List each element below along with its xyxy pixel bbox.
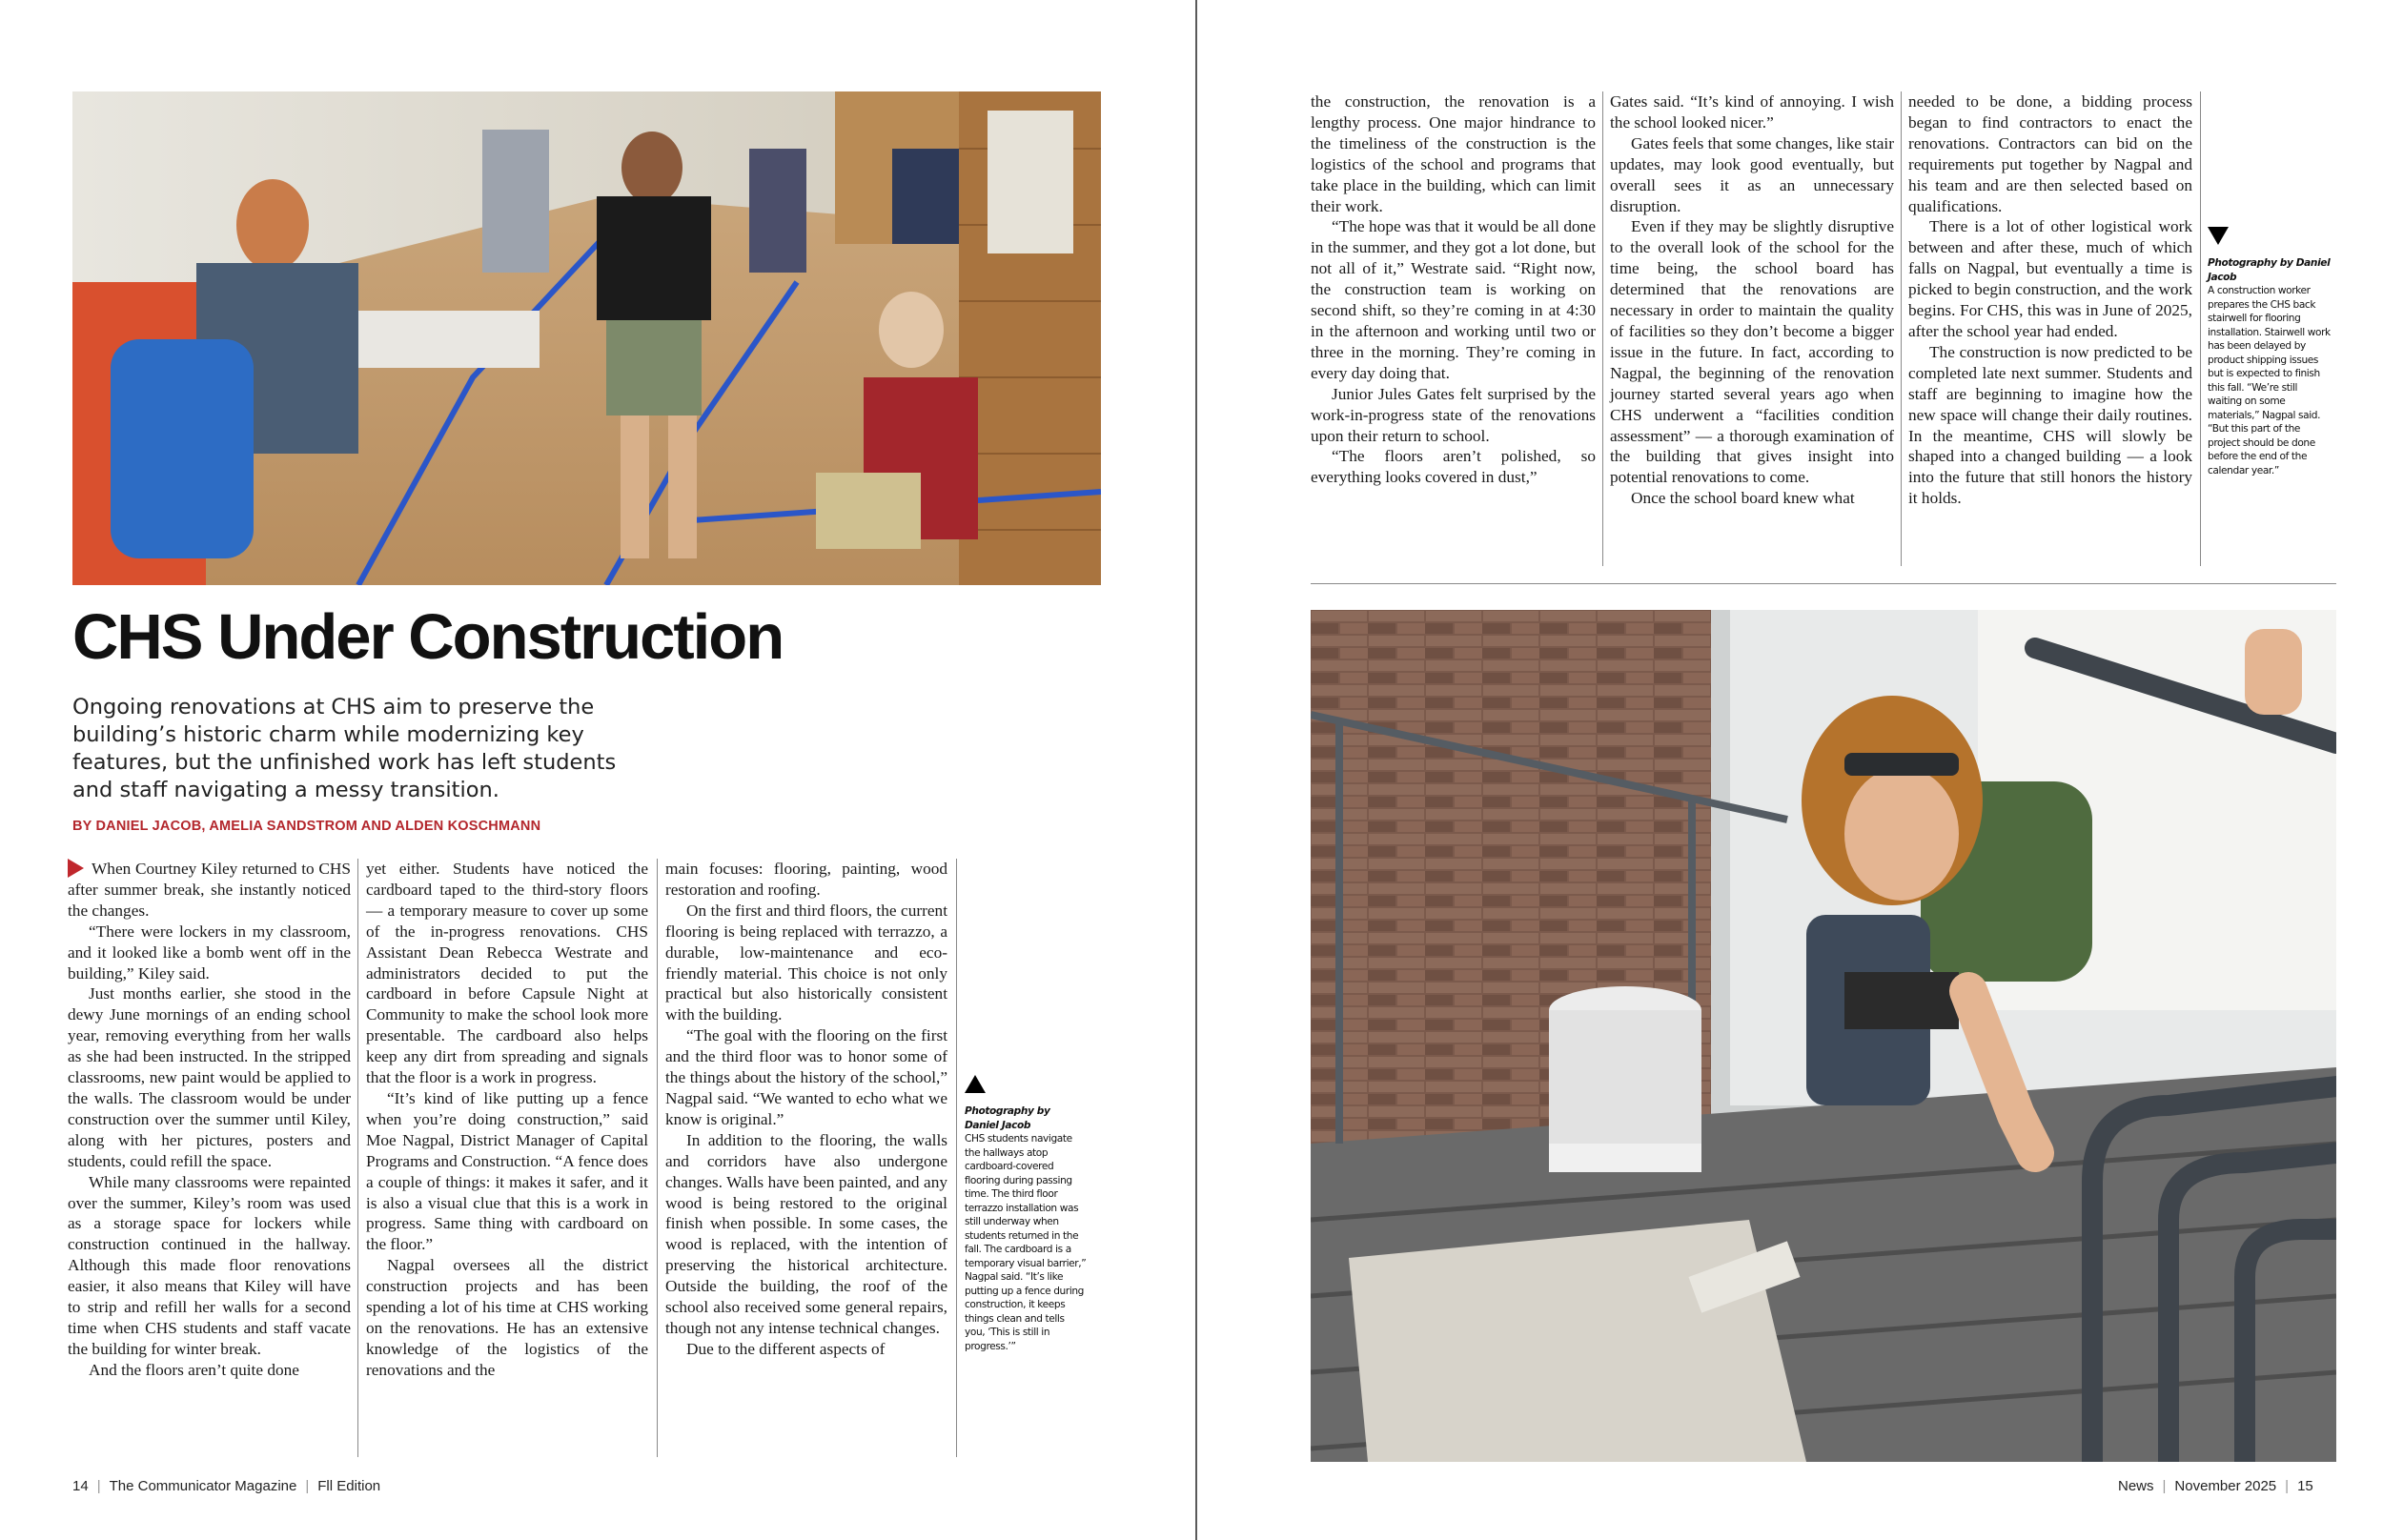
paragraph: While many classrooms were repainted over the summer, Kiley’s room was used as a storage space for lockers while construction continued in the hallway. Although this made floor renovations easier, it also means that Kiley will have to strip and refill her walls for a second time when CHS students and staff vacate the building for winter break. [68, 1172, 351, 1358]
paragraph: On the first and third floors, the current flooring is being replaced with terrazzo, a durable, low-maintenance and eco-friendly material. This choice is not only practical but also historically consistent with the building. [665, 901, 947, 1024]
paragraph: And the floors aren’t quite done [89, 1360, 299, 1379]
paragraph: “The floors aren’t polished, so everything looks covered in dust,” [1311, 447, 1596, 487]
paragraph: Once the school board knew what [1631, 489, 1855, 508]
paragraph: Gates said. “It’s kind of annoying. I wish the school looked nicer.” [1610, 92, 1894, 132]
body-column-4 [1311, 91, 1596, 488]
folio-left: 14 | The Communicator Magazine | Fll Edition [72, 1478, 381, 1494]
column-rule [1901, 91, 1902, 566]
column-rule [2200, 91, 2201, 566]
body-column-2 [366, 859, 648, 1381]
photo-caption-right [2208, 227, 2333, 477]
paragraph: the construction, the renovation is a lengthy process. One major hindrance to the timeliness of the construction is the logistics of the school and programs that take place in the building, which can limit their work. [1311, 92, 1596, 215]
paragraph: Even if they may be slightly disruptive to the overall look of the school for the time being, the school board has determined that the renovations are necessary in order to maintain the quality of facilities so they don’t become a bigger issue in the future. In fact, according to Nagpal, the beginning of the renovation journey started several years ago when CHS underwent a “facilities condition assessment” — a thorough examination of the building that gives insight into potential renovations to come. [1610, 217, 1894, 487]
page-number: 15 [2297, 1478, 2313, 1494]
paragraph: main focuses: flooring, painting, wood restoration and roofing. [665, 860, 947, 899]
paragraph: Just months earlier, she stood in the dewy June mornings of an ending school year, removing everything from her walls as she had been instructed. In the stripped classrooms, new paint would be applied to the walls. The classroom would be under construction over the summer until Kiley, along with her pictures, posters and students, could refill the space. [68, 984, 351, 1170]
edition-name: Fll Edition [317, 1478, 381, 1494]
paragraph: needed to be done, a bidding process began to find contractors to enact the renovations. Contractors can bid on the requirements put together by Nagpal and his team and are then selected based on qualifications. [1908, 92, 2192, 215]
hallway-photo [72, 91, 1101, 585]
triangle-up-icon [965, 1075, 986, 1093]
page-number: 14 [72, 1478, 89, 1494]
paragraph: The construction is now predicted to be completed late next summer. Students and staff are beginning to imagine how the new space will change their daily routines. In the meantime, CHS will slowly be shaped into a changed building — a look into the future that still honors the history it holds. [1908, 342, 2192, 508]
photo-credit: Photography by Daniel Jacob [965, 1105, 1050, 1131]
photo-caption-left [965, 1075, 1087, 1353]
paragraph: Gates feels that some changes, like stair updates, may look good eventually, but overall sees it as an unnecessary disruption. [1610, 133, 1894, 215]
paragraph: In addition to the flooring, the walls and corridors have also undergone changes. Walls have been painted, and any wood is being restored to the original finish when possible. In some cases, the wood is replaced, with the intention of preserving the historical architecture. Outside the building, the roof of the school also received some general repairs, though not any intense technical changes. [665, 1130, 947, 1337]
folio-right: News | November 2025 | 15 [2118, 1478, 2313, 1494]
paragraph: Due to the different aspects of [686, 1339, 886, 1358]
body-column-1 [68, 859, 351, 1381]
section-rule [1311, 583, 2336, 584]
stairwell-photo [1311, 610, 2336, 1462]
caption-text: CHS students navigate the hallways atop cardboard-covered flooring during passing time. The third floor terrazzo installation was still underway when students returned in the fall. The cardboard is a temporary visual barrier,” Nagpal said. “It’s like putting up a fence during construction, it keeps things clean and tells you, ‘This is still in progress.’” [965, 1133, 1087, 1352]
right-page [1197, 0, 2383, 1540]
triangle-down-icon [2208, 227, 2229, 245]
column-rule [657, 859, 658, 1457]
paragraph: “It’s kind of like putting up a fence when you’re doing construction,” said Moe Nagpal, District Manager of Capital Programs and Construction. “A fence does a couple of things: it makes it safer, and it is also a visual clue that this is a work in progress. Same thing with cardboard on the floor.” [366, 1088, 648, 1254]
column-rule [357, 859, 358, 1457]
caption-text: A construction worker prepares the CHS back stairwell for flooring installation. Stairwell work has been delayed by product shipping issues but is expected to finish this fall. “We’re still waiting on some materials,” Nagpal said. “But this part of the project should be done before the end of the calendar year.” [2208, 285, 2331, 476]
paragraph: Junior Jules Gates felt surprised by the work-in-progress state of the renovations upon their return to school. [1311, 384, 1596, 445]
body-column-3 [665, 859, 947, 1360]
paragraph: “The goal with the flooring on the first and the third floor was to honor some of the things about the history of the school,” Nagpal said. “We wanted to echo what we know is original.” [665, 1026, 947, 1128]
paragraph: yet either. Students have noticed the cardboard taped to the third-story floors — a temporary measure to cover up some of the in-progress renovations. CHS Assistant Dean Rebecca Westrate and administrators decided to put the cardboard in before Capsule Night at Community to make the school look more presentable. The cardboard also helps keep any dirt from spreading and signals that the floor is a work in progress. [366, 860, 648, 1087]
publication-name: The Communicator Magazine [109, 1478, 297, 1494]
body-column-5 [1610, 91, 1894, 509]
paragraph: “There were lockers in my classroom, and it looked like a bomb went off in the building,” Kiley said. [68, 922, 351, 983]
paragraph: When Courtney Kiley returned to CHS after summer break, she instantly noticed the changes. [68, 860, 351, 920]
paragraph: “The hope was that it would be all done in the summer, and they got a lot done, but not all of it,” Westrate said. “Right now, the construction team is working on second shift, so they’re coming in at 4:30 in the afternoon and working until two or three in the morning. They’re coming in every day doing that. [1311, 217, 1596, 382]
issue-date: November 2025 [2174, 1478, 2277, 1494]
red-arrow-icon [68, 859, 84, 878]
article-dek: Ongoing renovations at CHS aim to preserve the building’s historic charm while modernizing key features, but the unfinished work has left students and staff navigating a messy transition. [72, 695, 617, 802]
article-headline: CHS Under Construction [72, 601, 784, 673]
photo-credit: Photography by Daniel Jacob [2208, 257, 2331, 283]
article-byline: BY DANIEL JACOB, AMELIA SANDSTROM AND ALDEN KOSCHMANN [72, 819, 541, 834]
column-rule [956, 859, 957, 1457]
body-column-6 [1908, 91, 2192, 509]
section-name: News [2118, 1478, 2154, 1494]
column-rule [1602, 91, 1603, 566]
paragraph: Nagpal oversees all the district construction projects and has been spending a lot of his time at CHS working on the renovations. He has an extensive knowledge of the logistics of the renovations and the [366, 1256, 648, 1379]
paragraph: There is a lot of other logistical work between and after these, much of which falls on Nagpal, but eventually a time is picked to begin construction, and the work begins. For CHS, this was in June of 2025, after the school year had ended. [1908, 217, 2192, 340]
